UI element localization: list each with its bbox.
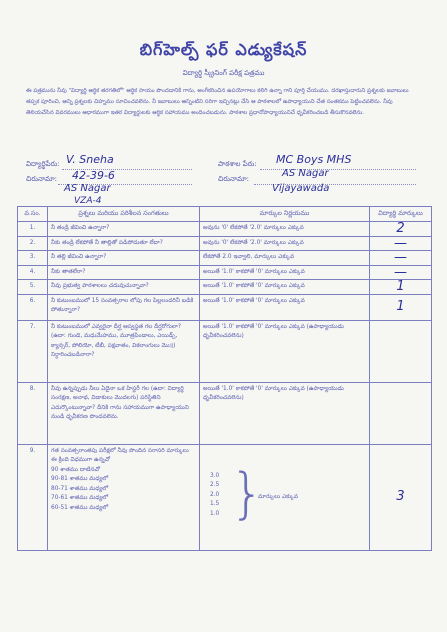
student-name-label: విద్యార్థిపేరు: <box>26 160 60 168</box>
header-question: ప్రశ్నలు మరియు పరిశీలన సంగతులు <box>48 207 200 222</box>
student-address-line2[interactable]: AS Nagar <box>64 183 111 194</box>
grade-mark: 1.5 <box>210 501 220 507</box>
brace-symbol: } <box>230 461 265 525</box>
school-name-value[interactable]: MC Boys MHS <box>276 153 352 166</box>
grade-band: 90-81 శాతము మధ్యలో <box>51 476 109 482</box>
row-score[interactable]: 1 <box>370 280 432 295</box>
table-row <box>18 320 432 382</box>
row-question-intro: గత సంవత్సరాంతపు పరీక్షలో నీవు పొందిన సరాసరి మార్కులు ఈ క్రింది విధముగా ఉన్నచో <box>51 447 189 463</box>
row-score[interactable]: 1 <box>370 294 432 320</box>
row-score[interactable] <box>370 320 432 382</box>
grade-band: 60-51 శాతము మధ్యలో <box>51 504 109 511</box>
table-row <box>18 444 432 550</box>
header-serial: వ.సం. <box>18 207 48 222</box>
student-address-label: చిరునామా: <box>26 175 58 183</box>
school-address-line1[interactable]: AS Nagar <box>282 168 329 179</box>
form-title: బిగ్‌హెల్ప్ ఫర్ ఎడ్యుకేషన్ <box>139 40 308 59</box>
row-score[interactable]: — <box>370 251 432 266</box>
grade-band: 80-71 శాతము మధ్యలో <box>51 485 109 492</box>
table-row <box>18 382 432 444</box>
row-marks-rule: అయితే '1.0' కాకపోతే '0' మార్కులు ఎక్కువ <box>200 280 370 295</box>
row-question: నీవు ప్రభుత్వ పాఠశాలలు చదువుచున్నావా? <box>48 280 200 295</box>
row-score[interactable]: 2 <box>370 222 432 237</box>
form-subtitle: విద్యార్థి స్క్రీనింగ్ పరీక్ష పత్రము <box>182 69 265 77</box>
row-question: నీకు తండ్రి లేకపోతే నీ తాల్లితో పడిపోదుతూ లేదా? <box>48 236 200 251</box>
row-number: 1. <box>18 222 48 237</box>
row-question: నీ కుటుంబములో ఎవ్వరైనా దీర్ఘ ఆస్వస్థత గల దీర్ఘరోగులా? (ఉదా: గుండె, మధుమేహము, మూత్రపిండాలు, ఎయిడ్స్, క్యాన్సర్, పోలియో, టీబీ, పక్షవాతం, వికలాంగులు మొ॥) నిర్ధారించబడినారా? <box>48 320 200 382</box>
row-number: 9. <box>18 444 48 550</box>
student-address-line1[interactable]: 42-39-6 <box>72 169 115 182</box>
table-row <box>18 236 432 251</box>
grade-mark: 1.0 <box>210 510 220 517</box>
row-marks-rule: అయితే '1.0' కాకపోతే '0' మార్కులు ఎక్కువ (ఉపాధ్యాయుడు ధృవీకరించవలెను) <box>200 382 370 444</box>
row-question: నీకు తాతలేరా? <box>48 265 200 280</box>
row-question <box>48 444 200 550</box>
row-marks-rule: అయితే '1.0' కాకపోతే '0' మార్కులు ఎక్కువ <box>200 265 370 280</box>
row-number: 5. <box>18 280 48 295</box>
row-marks-rule: అయితే '1.0' కాకపోతే '0' మార్కులు ఎక్కువ <box>200 294 370 320</box>
row-question: నీ తల్లి జీవించి ఉన్నారా? <box>48 251 200 266</box>
grade-mark: 2.5 <box>210 482 220 488</box>
grade-band: 90 శాతము దాటినచో <box>51 466 100 473</box>
grade-band: 70-61 శాతము మధ్యలో <box>51 495 109 501</box>
row-marks-rule <box>200 444 370 550</box>
row-number: 7. <box>18 320 48 382</box>
row-marks-rule: అయితే '1.0' కాకపోతే '0' మార్కులు ఎక్కువ (ఉపాధ్యాయుడు ధృవీకరించవలెను) <box>200 320 370 382</box>
row-number: 6. <box>18 294 48 320</box>
row-number: 8. <box>18 382 48 444</box>
row-score[interactable] <box>370 382 432 444</box>
header-marks-rule: మార్కుల నిర్ణయము <box>200 207 370 222</box>
row-marks-rule: అవును '0' లేకపోతే '2.0' మార్కులు ఎక్కువ <box>200 222 370 237</box>
header-student-marks: విద్యార్థి మార్కులు <box>370 207 432 222</box>
school-name-label: పాఠశాల పేరు: <box>218 160 257 168</box>
row-number: 3. <box>18 251 48 266</box>
row-number: 4. <box>18 265 48 280</box>
row-marks-rule: అవును '0' లేకపోతే '2.0' మార్కులు ఎక్కువ <box>200 236 370 251</box>
row-question: నీ తండ్రి జీవించి ఉన్నారా? <box>48 222 200 237</box>
table-header-row <box>18 207 432 222</box>
student-name-value[interactable]: V. Sneha <box>66 153 114 166</box>
table-row <box>18 294 432 320</box>
student-address-line3[interactable]: VZA-4 <box>74 196 102 206</box>
row-marks-rule: లేకపోతే 2.0 ఇవ్వాలి, మార్కులు ఎక్కువ <box>200 251 370 266</box>
row-score[interactable]: 3 <box>370 444 432 550</box>
grade-mark: 2.0 <box>210 491 220 498</box>
row-score[interactable]: — <box>370 236 432 251</box>
grade-mark: 3.0 <box>210 472 220 479</box>
table-row <box>18 280 432 295</box>
grade-marks-note: మార్కులు ఎక్కువ <box>258 493 299 500</box>
screening-table <box>17 206 432 551</box>
grade-marks-list <box>210 472 219 520</box>
row-score[interactable]: — <box>370 265 432 280</box>
table-row <box>18 265 432 280</box>
row-question: నీవు ఉన్నప్పుడు నీలు ఏదైనా ఒక హిస్టరీ గల (ఉదా: విద్యార్థి సంరక్షణ, అనాథ, విడాకులు మొదలగు) పరిస్థితిని ఎదుర్కొంటున్నావా? దీనికి గాను సహాయముగా ఉపాధ్యాయుని నుండి ధృవీకరణ పొందవలెను. <box>48 382 200 444</box>
table-row <box>18 222 432 237</box>
school-address-label: చిరునామా: <box>218 175 250 183</box>
school-address-line2[interactable]: Vijayawada <box>272 183 330 194</box>
row-number: 2. <box>18 236 48 251</box>
table-row <box>18 251 432 266</box>
row-question: నీ కుటుంబములో 15 సంవత్సరాల లోపు గల పిల్లలందరినీ బడికి పోతున్నారా? <box>48 294 200 320</box>
instructions-paragraph: ఈ పత్రమును నీవు "విద్యార్థి ఆర్థిక తరగతిలో" ఆర్థిక సాయం పొందడానికి గాను, అంగీకరించిన ఉపయోగాలు కలిగి ఉన్నా గాని పూర్తి చేయుము. దరఖాస్తుదారుని ప్రశ్నలకు జవాబులు తప్పక పూరించి, ఆన్ని ప్రశ్నలకు చిహ్నము సూచించవలెను. నీ జవాబులు ఆన్నింటిని సరిగా ఇచ్చినట్లు చేసి ఆ పాఠశాలలో ఉపాధ్యాయుని చేత సంతకము పెట్టించవలెను. నీవు తెలియచేసిన వివరములు ఆధారముగా ఇతర విద్యార్థులకు ఆర్థిక సహాయము అందించబడును. పాఠశాల ప్రధానోపాధ్యాయునిచే ధృవీకరించబడి తీసుకొనవలెను. <box>26 88 409 116</box>
